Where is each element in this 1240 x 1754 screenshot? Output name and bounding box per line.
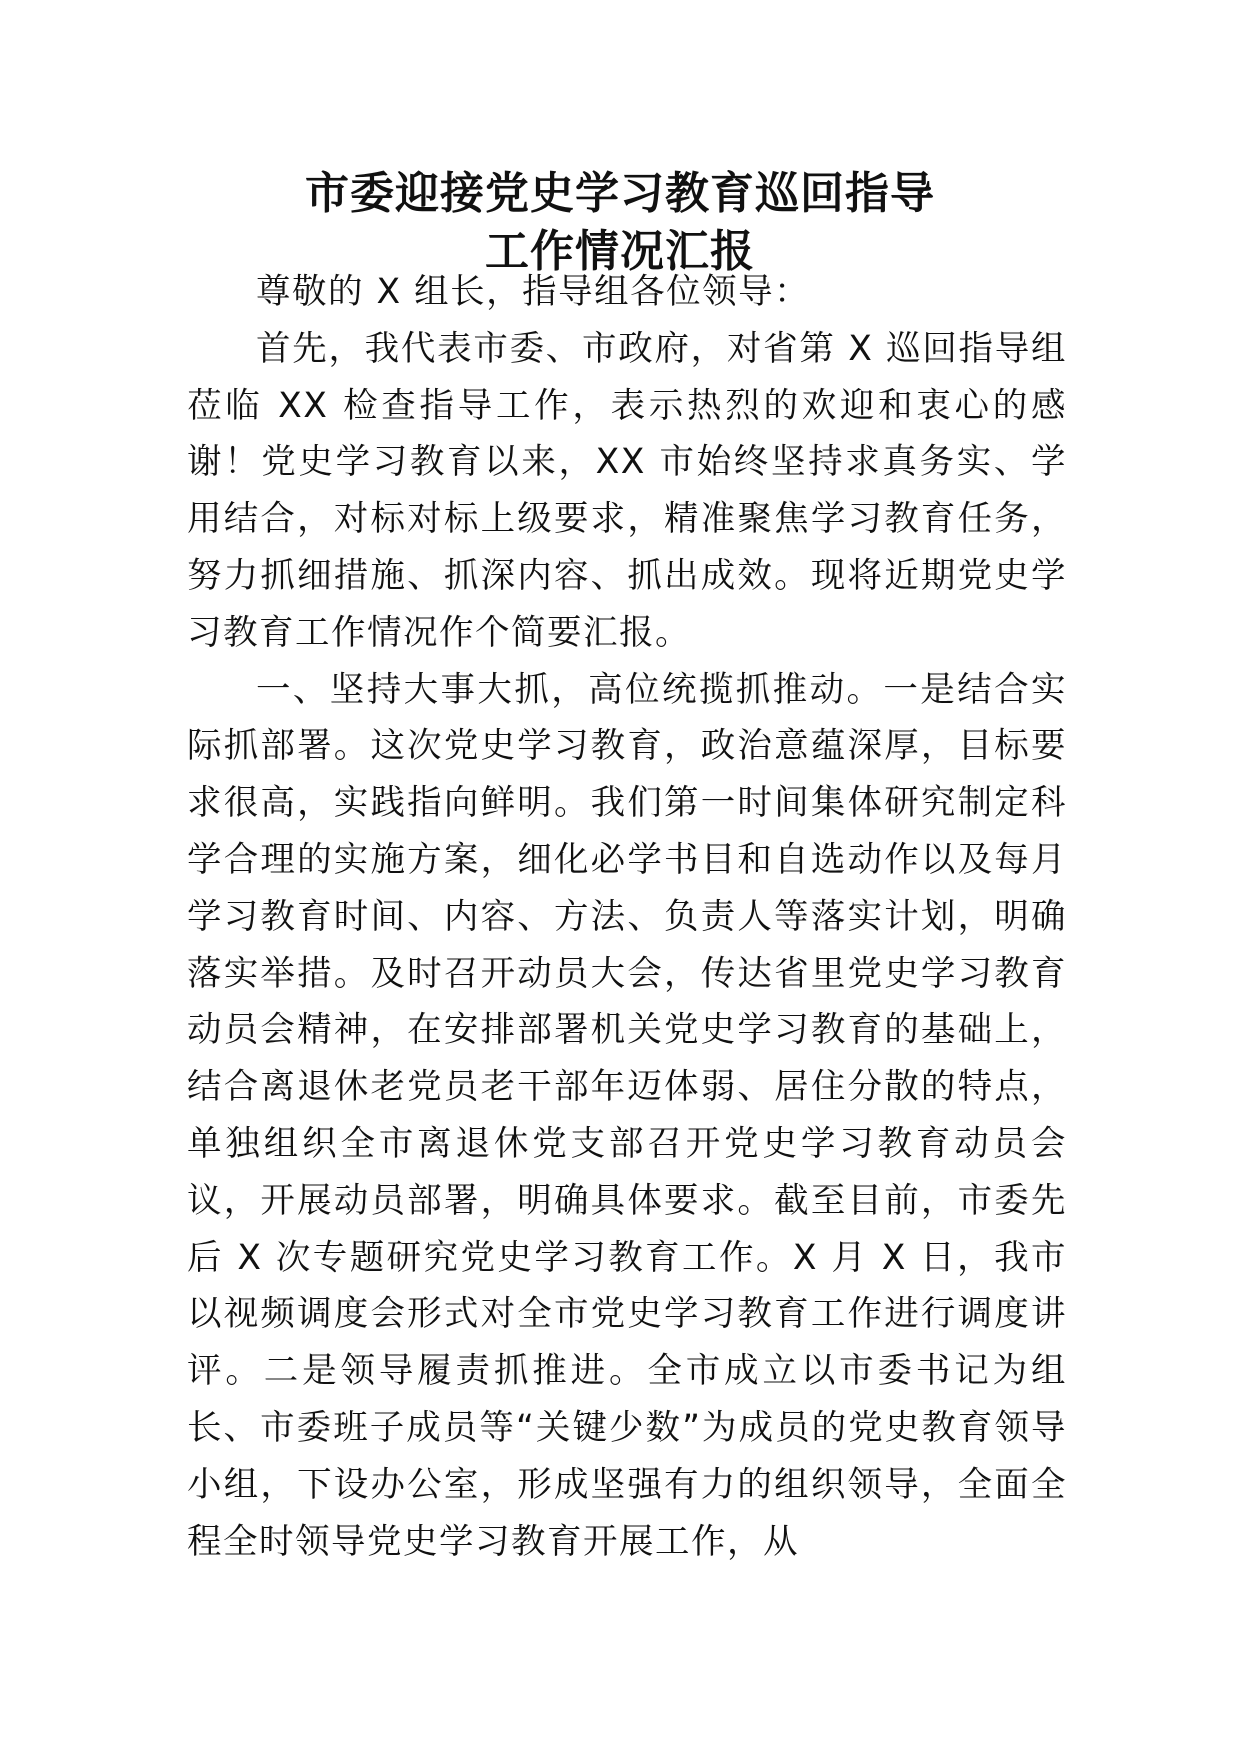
paragraph-section-one: 一、坚持大事大抓，高位统揽抓推动。一是结合实际抓部署。这次党史学习教育，政治意蕴深厚，目标要求很高，实践指向鲜明。我们第一时间集体研究制定科学合理的实施方案，细化必学书目和自选动作以及每月学习教育时间、内容、方法、负责人等落实计划，明确落实举措。及时召开动员大会，传达省里党史学习教育动员会精神，在安排部署机关党史学习教育的基础上，结合离退休老党员老干部年迈体弱、居住分散的特点，单独组织全市离退休党支部召开党史学习教育动员会议，开展动员部署，明确具体要求。截至目前，市委先后 X 次专题研究党史学习教育工作。X 月 X 日，我市以视频调度会形式对全市党史学习教育工作进行调度讲评。二是领导履责抓推进。全市成立以市委书记为组长、市委班子成员等“关键少数”为成员的党史教育领导小组，下设办公室，形成坚强有力的组织领导，全面全程全时领导党史学习教育开展工作，从 — [187, 669, 1067, 1562]
document-title-line-1: 市委迎接党史学习教育巡回指导 — [305, 168, 935, 219]
document-title-line-2: 工作情况汇报 — [485, 226, 755, 277]
paragraph-opening: 首先，我代表市委、市政府，对省第 X 巡回指导组莅临 XX 检查指导工作，表示热烈的欢迎和衷心的感谢！党史学习教育以来，XX 市始终坚持求真务实、学用结合，对标对标上级要求，精准聚焦学习教育任务，努力抓细措施、抓深内容、抓出成效。现将近期党史学习教育工作情况作个简要汇报。 — [187, 328, 1067, 653]
salutation: 尊敬的 X 组长，指导组各位领导： — [256, 272, 811, 312]
document-body — [187, 264, 1067, 1570]
